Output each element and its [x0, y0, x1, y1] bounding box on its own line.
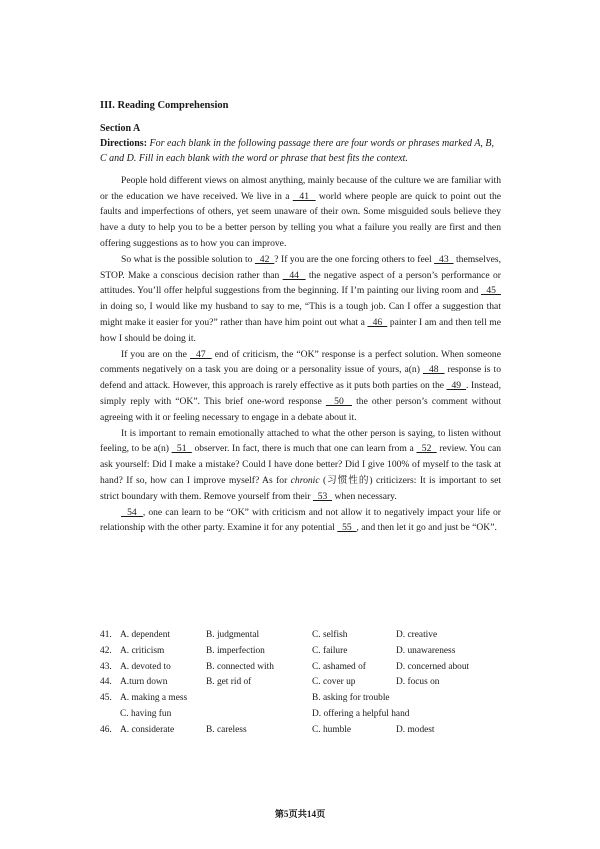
section-label: Section A: [100, 123, 141, 134]
paragraph-3: [100, 347, 501, 426]
question-number: 46.: [100, 724, 112, 735]
text-run: in doing so, I would like my husband to say to me, “This is a tough job. Can I offer a suggestion that might make it easier for you?” rather than have him point out what a: [100, 301, 501, 328]
paragraph-2: [100, 252, 501, 347]
option-c: C. cover up: [312, 677, 356, 688]
question-number: 42.: [100, 645, 112, 656]
question-number: 44.: [100, 677, 112, 688]
option-c: C. having fun: [120, 708, 172, 719]
option-a: A. making a mess: [120, 693, 188, 704]
option-c: C. humble: [312, 724, 352, 735]
option-b: B. judgmental: [206, 630, 260, 640]
question-number: 45.: [100, 693, 112, 704]
blank-47: 47: [189, 348, 212, 360]
text-run: ? If you are the one forcing others to feel: [274, 253, 435, 265]
option-b: B. careless: [206, 724, 247, 735]
blank-43: 43: [434, 253, 454, 265]
text-run: If you are on the: [121, 348, 190, 360]
blank-42: 42: [254, 253, 275, 265]
blank-50: 50: [325, 395, 352, 407]
directions-label: Directions:: [100, 138, 148, 149]
directions-text: For each blank in the following passage there are four words or phrases marked A, B, C and D. Fill in each blank with the word or phrase that best fits the context.: [100, 138, 495, 165]
blank-49: 49: [446, 380, 467, 392]
text-run: world where people are quick to point out the faults and imperfections of others, yet seem unaware of their own. Some misguided souls believe they have a duty to help you to be a better person by telling you what a failure you really are first and then offering suggestions as to how you can improve.: [100, 190, 502, 249]
option-row-45-cont: [100, 709, 500, 725]
option-row-44: [100, 677, 500, 693]
blank-53: 53: [312, 490, 333, 502]
blank-45: 45: [481, 285, 501, 297]
blank-52: 52: [416, 443, 437, 455]
option-a: A. criticism: [120, 645, 165, 656]
text-run: response is to defend and attack. However, this approach is rarely effective as it puts both parties on the: [100, 364, 501, 392]
answer-options: [100, 630, 500, 741]
option-row-42: [100, 646, 500, 662]
blank-41: 41: [292, 190, 316, 202]
directions: [100, 136, 501, 167]
option-d: D. offering a helpful hand: [312, 708, 410, 719]
blank-55: 55: [337, 522, 357, 534]
option-d: D. unawareness: [396, 645, 456, 656]
text-run: . Instead, simply reply with “OK”. This brief one-word response: [100, 380, 501, 407]
page-number: 第5页共14页: [274, 809, 326, 819]
text-run: So what is the possible solution to: [121, 253, 255, 265]
option-d: D. focus on: [396, 677, 440, 688]
option-c: C. failure: [312, 645, 348, 656]
text-run: People hold different views on almost anything, mainly because of the culture we are familiar with or the education we have received. We live in a: [100, 174, 501, 202]
option-b: B. asking for trouble: [312, 693, 390, 704]
option-b: B. connected with: [206, 661, 274, 672]
paragraph-4: [100, 426, 501, 505]
text-run: the other person’s comment without agreeing with it or feeling necessary to engage in a debate about it.: [100, 395, 501, 423]
blank-46: 46: [367, 316, 388, 328]
option-c: C. ashamed of: [312, 661, 366, 672]
option-row-46: [100, 725, 500, 741]
paragraph-1: [100, 173, 501, 252]
option-a: A. considerate: [120, 724, 175, 735]
option-a: A. devoted to: [120, 661, 171, 672]
option-d: D. concerned about: [396, 661, 470, 672]
text-run: (习惯性的) criticizers: It is important to set strict boundary with them. Remove yourself from their: [100, 474, 501, 502]
option-d: D. modest: [396, 724, 435, 735]
text-run: review. You can ask yourself: Did I make a mistake? Could I have done better? Did I give 100% of myself to the task at hand? If so, how can I improve myself? As for: [100, 443, 502, 486]
question-number: 43.: [100, 661, 112, 672]
option-a: A. dependent: [120, 630, 170, 640]
italic-term: chronic: [290, 474, 320, 486]
option-row-43: [100, 662, 500, 678]
blank-44: 44: [282, 269, 306, 281]
text-run: observer. In fact, there is much that one can learn from a: [191, 443, 417, 455]
text-run: It is important to remain emotionally attached to what the other person is saying, to listen without feeling, to be a(n): [100, 427, 501, 455]
blank-51: 51: [171, 443, 192, 455]
text-run: end of criticism, the “OK” response is a perfect solution. When someone comments negatively on a task you are doing or a personality issue of yours, a(n): [100, 348, 501, 376]
question-number: 41.: [100, 630, 112, 640]
text-run: , and then let it go and just be “OK”.: [356, 522, 497, 534]
option-row-45: [100, 693, 500, 709]
blank-48: 48: [422, 364, 445, 376]
passage-section: [100, 100, 501, 536]
paragraph-5: [100, 505, 501, 537]
text-run: the negative aspect of a person’s performance or attitudes. You’ll offer helpful suggestions from the beginning. If I’m painting our living room and: [100, 269, 502, 297]
option-b: B. imperfection: [206, 645, 265, 656]
option-c: C. selfish: [312, 630, 348, 640]
blank-54: 54: [121, 506, 143, 518]
section-heading: III. Reading Comprehension: [100, 100, 229, 111]
option-row-41: [100, 630, 500, 646]
option-d: D. creative: [396, 630, 438, 640]
text-run: themselves, STOP. Make a conscious decision rather than: [100, 253, 502, 281]
text-run: , one can learn to be “OK” with criticism and not allow it to negatively impact your life or relationship with the other party. Examine it for any potential: [100, 506, 501, 534]
text-run: painter I am and then tell me how I should be doing it.: [100, 316, 502, 344]
option-b: B. get rid of: [206, 677, 252, 688]
option-a: A.turn down: [120, 677, 168, 688]
text-run: when necessary.: [332, 490, 397, 502]
